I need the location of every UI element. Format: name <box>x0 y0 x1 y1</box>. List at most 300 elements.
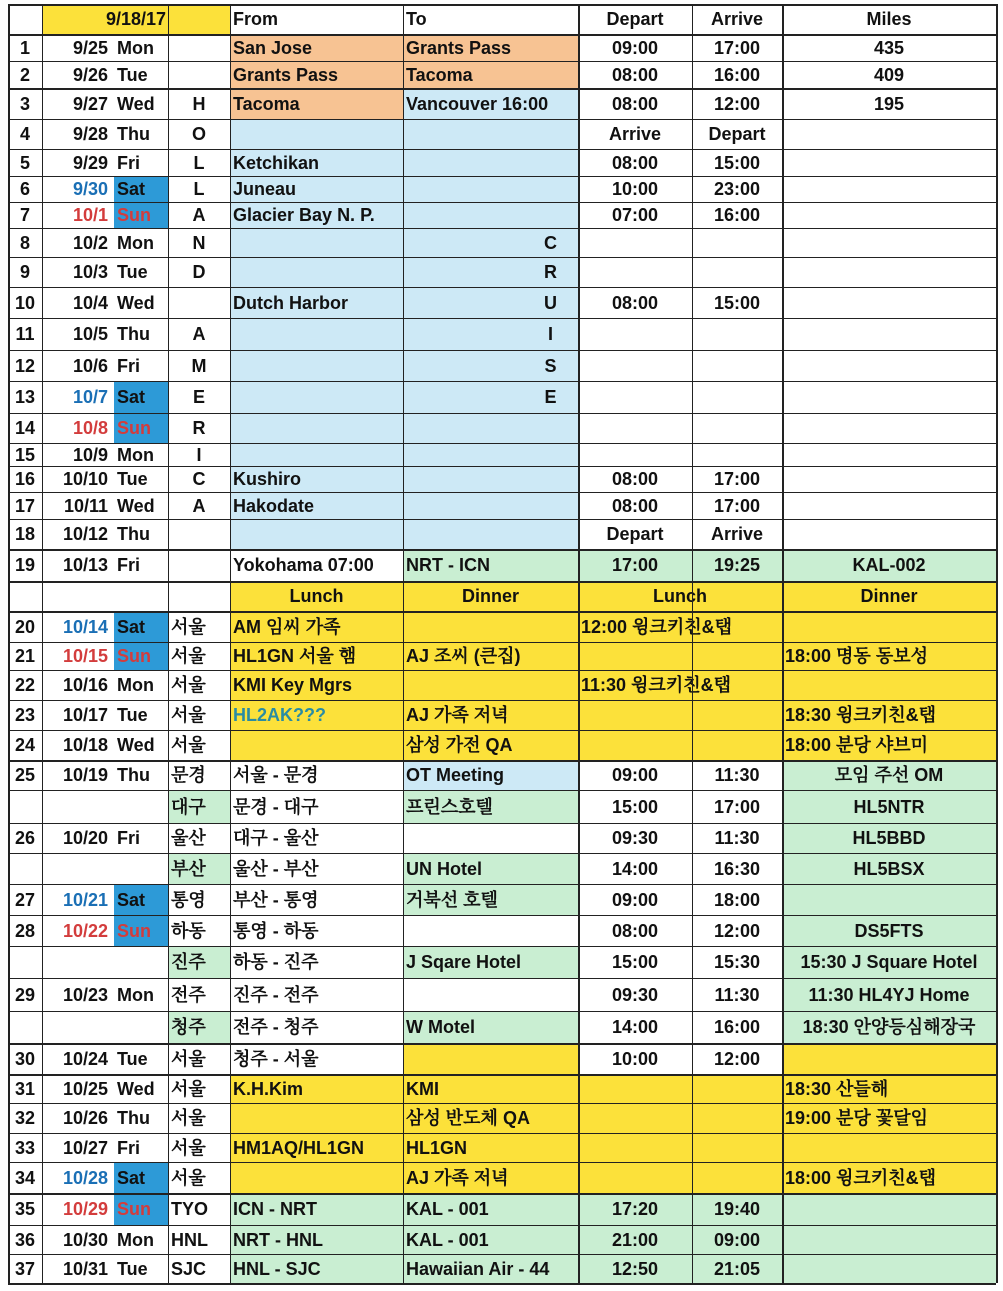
from-location: Glacier Bay N. P. <box>233 205 375 225</box>
date: 10/31 <box>62 1258 108 1279</box>
date: 10/17 <box>62 705 108 725</box>
row-number: 33 <box>14 1137 36 1158</box>
from-location: Juneau <box>233 179 297 199</box>
stay: 프린스호텔 <box>406 796 493 817</box>
grid-line <box>8 4 996 6</box>
note: 15:30 J Square Hotel <box>800 952 978 972</box>
date: 10/15 <box>62 646 108 666</box>
time-1: 08:00 <box>611 64 659 85</box>
route: 대구 - 울산 <box>233 828 319 848</box>
cruise-letter: R <box>544 262 557 282</box>
date: 10/11 <box>63 495 108 516</box>
row-number: 10 <box>14 292 36 313</box>
grid-line <box>8 642 996 643</box>
city: 문경 <box>171 765 206 785</box>
stay: W Motel <box>406 1017 475 1037</box>
time-1: 09:30 <box>611 984 659 1005</box>
route: 진주 - 전주 <box>233 984 319 1005</box>
cruise-letter: S <box>544 355 557 376</box>
time-1: 09:00 <box>611 37 659 58</box>
date: 10/7 <box>72 387 108 407</box>
time-2: 23:00 <box>713 179 761 199</box>
time-1: 14:00 <box>611 1017 659 1037</box>
grid-line <box>8 1011 996 1012</box>
date: 10/6 <box>72 355 108 376</box>
time-2: 12:00 <box>713 1048 761 1069</box>
row-number: 26 <box>14 828 36 848</box>
row-number: 13 <box>14 387 36 407</box>
grid-line <box>8 119 996 120</box>
city: 부산 <box>171 858 206 879</box>
header-date: 9/18/17 <box>105 9 167 29</box>
row-number: 29 <box>14 984 36 1005</box>
day-of-week: Sat <box>117 179 146 199</box>
date: 9/27 <box>72 93 108 114</box>
route: 부산 - 통영 <box>233 889 319 910</box>
grid-line <box>996 4 998 1283</box>
flight-number: KAL - 001 <box>406 1229 489 1250</box>
grid-line <box>8 1103 996 1104</box>
ship-letter: L <box>193 179 205 199</box>
time-2: 19:40 <box>713 1199 761 1219</box>
to-location: NRT - ICN <box>406 555 490 575</box>
note: HL5BSX <box>853 858 925 879</box>
dinner-plan: 19:00 분당 꽃달임 <box>785 1108 928 1128</box>
time-1: 08:00 <box>611 469 659 489</box>
miles: 435 <box>873 37 905 58</box>
route: 서울 - 문경 <box>233 765 319 785</box>
time-2: 15:00 <box>713 152 761 173</box>
dinner-plan: HL1GN <box>406 1137 468 1158</box>
row-number: 32 <box>14 1108 36 1128</box>
time-2: Arrive <box>710 524 764 544</box>
day-of-week: Tue <box>117 1258 148 1279</box>
time-2: 12:00 <box>713 93 761 114</box>
date: 9/26 <box>72 64 108 85</box>
grid-line <box>8 549 996 551</box>
row-number: 27 <box>14 889 36 910</box>
city: 서울 <box>171 646 206 666</box>
row-number: 20 <box>14 616 36 637</box>
time-1: 15:00 <box>611 796 659 817</box>
row-number: 19 <box>14 555 36 575</box>
grid-line <box>168 4 169 1283</box>
dinner-header: Dinner <box>860 586 918 606</box>
day-of-week: Tue <box>117 469 148 489</box>
row-number: 30 <box>14 1048 36 1069</box>
row-number: 15 <box>14 444 36 465</box>
row-number: 25 <box>14 765 36 785</box>
time-1: 14:00 <box>611 858 659 879</box>
row-number: 4 <box>19 124 30 144</box>
grid-line <box>8 1162 996 1163</box>
grid-line <box>8 1283 996 1285</box>
day-of-week: Tue <box>117 1048 148 1069</box>
date: 10/25 <box>62 1078 108 1099</box>
lunch-plan: HL1GN 서울 햄 <box>233 646 357 666</box>
date: 9/30 <box>72 179 108 199</box>
time-1: 08:00 <box>611 93 659 114</box>
ship-letter: E <box>192 387 205 407</box>
dinner-plan: KMI <box>406 1078 439 1099</box>
dinner-plan: 18:00 명동 동보성 <box>785 646 928 666</box>
row-number: 7 <box>19 205 30 225</box>
grid-line <box>8 202 996 203</box>
row-number: 37 <box>14 1258 36 1279</box>
grid-line <box>8 1043 996 1045</box>
date: 10/9 <box>72 444 108 465</box>
day-of-week: Wed <box>117 495 155 516</box>
time-2: 17:00 <box>713 37 761 58</box>
from-location: Tacoma <box>233 93 300 114</box>
time-2: 11:30 <box>714 828 760 848</box>
date: 9/28 <box>72 124 108 144</box>
lunch-header: Lunch <box>289 586 344 606</box>
lunch-plan: HL2AK??? <box>233 705 326 725</box>
header-depart: Depart <box>606 9 664 29</box>
dinner-plan: AJ 가족 저녁 <box>406 705 509 725</box>
cruise-letter: E <box>544 387 557 407</box>
lunch-plan: HM1AQ/HL1GN <box>233 1137 365 1158</box>
time-2: 11:30 <box>714 984 760 1005</box>
header-to: To <box>406 9 427 29</box>
grid-line <box>403 4 404 1283</box>
grid-line <box>8 350 996 351</box>
ship-letter: A <box>192 495 206 516</box>
dinner-plan: 18:30 윙크키친&탭 <box>785 705 936 725</box>
grid-line <box>782 4 784 1283</box>
time-2: 15:00 <box>713 292 761 313</box>
day-of-week: Sun <box>117 205 151 225</box>
row-number: 16 <box>14 469 36 489</box>
grid-line <box>8 228 996 229</box>
grid-line <box>8 581 996 583</box>
grid-line <box>8 700 996 701</box>
note: HL5NTR <box>853 796 925 817</box>
date: 10/18 <box>62 735 108 755</box>
row-number: 6 <box>19 179 30 199</box>
time-1: Depart <box>606 524 664 544</box>
dinner-plan: AJ 조씨 (큰집) <box>406 646 521 666</box>
to-location: Grants Pass <box>406 37 512 58</box>
city: HNL <box>171 1229 208 1250</box>
row-number: 24 <box>14 735 36 755</box>
stay: OT Meeting <box>406 765 504 785</box>
time-1: 09:00 <box>611 765 659 785</box>
date: 10/1 <box>72 205 108 225</box>
city: 대구 <box>171 796 206 817</box>
grid-line <box>8 4 10 1283</box>
from-location: San Jose <box>233 37 313 58</box>
cell-fill <box>403 1043 578 1074</box>
time-2: 19:25 <box>713 555 761 575</box>
time-1: 17:20 <box>611 1199 659 1219</box>
date: 10/27 <box>62 1137 108 1158</box>
grid-line <box>8 381 996 382</box>
day-of-week: Thu <box>117 524 150 544</box>
city: 서울 <box>171 616 206 637</box>
flight-route: HNL - SJC <box>233 1258 321 1279</box>
day-of-week: Thu <box>117 324 150 344</box>
note: 모임 주선 OM <box>834 765 944 785</box>
cruise-letter: I <box>547 324 553 344</box>
date: 9/29 <box>72 152 108 173</box>
grid-line <box>8 670 996 671</box>
row-number: 5 <box>19 152 30 173</box>
time-2: 17:00 <box>713 469 761 489</box>
ship-letter: O <box>191 124 206 144</box>
time-2: 18:00 <box>713 889 761 910</box>
miles: 409 <box>873 64 905 85</box>
grid-line <box>8 492 996 493</box>
row-number: 11 <box>15 324 35 344</box>
grid-line <box>8 760 996 762</box>
date: 10/28 <box>62 1167 108 1188</box>
row-number: 31 <box>14 1078 36 1099</box>
grid-line <box>8 34 996 36</box>
time-1: 08:00 <box>611 920 659 941</box>
grid-line <box>578 4 580 1283</box>
city: 서울 <box>171 705 206 725</box>
time-2: 16:00 <box>713 1017 761 1037</box>
time-1: 10:00 <box>611 1048 659 1069</box>
grid-line <box>230 4 231 1283</box>
date: 10/19 <box>62 765 108 785</box>
day-of-week: Sat <box>117 1167 146 1188</box>
grid-line <box>8 1074 996 1076</box>
city: 서울 <box>171 675 206 695</box>
date: 10/23 <box>62 984 108 1005</box>
time-1: 10:00 <box>611 179 659 199</box>
cruise-letter: C <box>544 232 557 253</box>
grid-line <box>8 149 996 150</box>
day-of-week: Mon <box>117 1229 154 1250</box>
stay: J Sqare Hotel <box>406 952 522 972</box>
date: 10/24 <box>62 1048 108 1069</box>
time-1: 08:00 <box>611 495 659 516</box>
date: 10/29 <box>62 1199 108 1219</box>
date: 10/12 <box>62 524 108 544</box>
day-of-week: Sun <box>117 418 151 438</box>
time-2: 16:00 <box>713 205 761 225</box>
day-of-week: Thu <box>117 1108 150 1128</box>
time-1: 15:00 <box>611 952 659 972</box>
grid-line <box>8 466 996 467</box>
grid-line <box>8 443 996 444</box>
time-2: 17:00 <box>713 495 761 516</box>
city: 서울 <box>171 735 206 755</box>
time-1: 09:30 <box>611 828 659 848</box>
ship-letter: C <box>192 469 206 489</box>
time-2: 16:30 <box>713 858 761 879</box>
row-number: 28 <box>14 920 36 941</box>
city: 서울 <box>171 1167 206 1188</box>
flight-route: NRT - HNL <box>233 1229 323 1250</box>
from-location: Grants Pass <box>233 64 339 85</box>
note: HL5BBD <box>852 828 926 848</box>
date: 10/2 <box>72 232 108 253</box>
ship-letter: M <box>191 355 207 376</box>
day-of-week: Fri <box>117 828 141 848</box>
grid-line <box>8 257 996 258</box>
date: 10/14 <box>62 616 108 637</box>
route: 울산 - 부산 <box>233 858 319 879</box>
day-of-week: Fri <box>117 555 141 575</box>
route: 하동 - 진주 <box>233 952 319 972</box>
row-number: 34 <box>14 1167 36 1188</box>
day-of-week: Mon <box>117 37 154 58</box>
grid-line <box>8 823 996 824</box>
from-location: Kushiro <box>233 469 302 489</box>
day-of-week: Sun <box>117 1199 151 1219</box>
row-number: 17 <box>14 495 36 516</box>
time-1: 17:00 <box>611 555 659 575</box>
ship-letter: D <box>192 262 206 282</box>
row-number: 23 <box>14 705 36 725</box>
date: 10/20 <box>62 828 108 848</box>
day-of-week: Sun <box>117 646 151 666</box>
grid-line <box>8 318 996 319</box>
time-2: Depart <box>708 124 766 144</box>
flight-number: KAL - 001 <box>406 1199 489 1219</box>
ship-letter: I <box>196 444 202 465</box>
from-location: Hakodate <box>233 495 315 516</box>
grid-line <box>8 1225 996 1226</box>
route: 문경 - 대구 <box>233 796 319 817</box>
header-arrive: Arrive <box>710 9 764 29</box>
day-of-week: Tue <box>117 64 148 85</box>
time-2: 16:00 <box>713 64 761 85</box>
dinner-plan: 18:00 윙크키친&탭 <box>785 1167 936 1188</box>
grid-line <box>8 1193 996 1195</box>
date: 10/8 <box>72 418 108 438</box>
note: 18:30 안양등심해장국 <box>802 1017 976 1037</box>
grid-line <box>692 4 693 1283</box>
from-location: Ketchikan <box>233 152 320 173</box>
grid-line <box>8 88 996 90</box>
city: 울산 <box>171 828 206 848</box>
stay: 거북선 호텔 <box>406 889 498 910</box>
lunch-header: Lunch <box>653 586 707 606</box>
ship-letter: R <box>192 418 206 438</box>
day-of-week: Sun <box>117 920 151 941</box>
time-1: Arrive <box>608 124 662 144</box>
grid-line <box>8 176 996 177</box>
row-number: 18 <box>14 524 36 544</box>
city: SJC <box>171 1258 207 1279</box>
time-2: 17:00 <box>713 796 761 817</box>
date: 10/16 <box>62 675 108 695</box>
time-1: 08:00 <box>611 292 659 313</box>
time-2: 09:00 <box>713 1229 761 1250</box>
grid-line <box>8 946 996 947</box>
lunch-plan: 12:00 윙크키친&탭 <box>581 616 732 637</box>
row-number: 21 <box>14 646 36 666</box>
ship-letter: H <box>192 93 206 114</box>
city: 서울 <box>171 1048 206 1069</box>
to-location: Vancouver 16:00 <box>406 93 549 114</box>
grid-line <box>8 730 996 731</box>
dinner-plan: 삼성 반도체 QA <box>406 1108 530 1128</box>
day-of-week: Thu <box>117 124 150 144</box>
day-of-week: Wed <box>117 1078 155 1099</box>
flight-route: ICN - NRT <box>233 1199 317 1219</box>
ship-letter: L <box>193 152 205 173</box>
day-of-week: Tue <box>117 705 148 725</box>
date: 10/30 <box>62 1229 108 1250</box>
row-number: 14 <box>14 418 36 438</box>
row-number: 1 <box>19 37 30 58</box>
date: 10/5 <box>72 324 108 344</box>
date: 10/21 <box>62 889 108 910</box>
time-1: 07:00 <box>611 205 659 225</box>
city: TYO <box>171 1199 209 1219</box>
day-of-week: Sat <box>117 387 146 407</box>
lunch-plan: AM 임씨 가족 <box>233 616 341 637</box>
miles: KAL-002 <box>852 555 926 575</box>
city: 서울 <box>171 1078 206 1099</box>
day-of-week: Mon <box>117 984 154 1005</box>
row-number: 35 <box>14 1199 36 1219</box>
grid-line <box>8 853 996 854</box>
grid-line <box>8 519 996 520</box>
flight-number: Hawaiian Air - 44 <box>406 1258 550 1279</box>
ship-letter: N <box>192 232 206 253</box>
city: 진주 <box>171 952 206 972</box>
city: 서울 <box>171 1137 206 1158</box>
row-number: 36 <box>14 1229 36 1250</box>
day-of-week: Tue <box>117 262 148 282</box>
city: 전주 <box>171 984 206 1005</box>
note: DS5FTS <box>854 920 924 941</box>
day-of-week: Sat <box>117 616 146 637</box>
day-of-week: Mon <box>117 232 154 253</box>
day-of-week: Mon <box>117 675 154 695</box>
stay: UN Hotel <box>406 858 482 879</box>
date: 10/13 <box>62 555 108 575</box>
date: 10/3 <box>72 262 108 282</box>
day-of-week: Fri <box>117 355 141 376</box>
dinner-plan: 18:00 분당 샤브미 <box>785 735 928 755</box>
time-1: 12:50 <box>611 1258 659 1279</box>
grid-line <box>8 287 996 288</box>
time-2: 21:05 <box>713 1258 761 1279</box>
lunch-plan: 11:30 윙크키친&탭 <box>581 675 731 695</box>
route: 청주 - 서울 <box>233 1048 319 1069</box>
grid-line <box>8 1133 996 1134</box>
row-number: 22 <box>14 675 36 695</box>
grid-line <box>8 611 996 613</box>
grid-line <box>8 1254 996 1255</box>
to-location: Tacoma <box>406 64 473 85</box>
date: 10/10 <box>62 469 108 489</box>
day-of-week: Wed <box>117 292 155 313</box>
row-number: 8 <box>19 232 30 253</box>
date: 9/25 <box>72 37 108 58</box>
date: 10/26 <box>62 1108 108 1128</box>
dinner-plan: AJ 가족 저녁 <box>406 1167 509 1188</box>
row-number: 3 <box>19 93 30 114</box>
time-1: 09:00 <box>611 889 659 910</box>
grid-line <box>8 413 996 414</box>
day-of-week: Wed <box>117 735 155 755</box>
day-of-week: Wed <box>117 93 155 114</box>
lunch-plan: KMI Key Mgrs <box>233 675 353 695</box>
time-2: 11:30 <box>714 765 760 785</box>
dinner-header: Dinner <box>461 586 519 606</box>
header-from: From <box>233 9 278 29</box>
date: 10/22 <box>62 920 108 941</box>
